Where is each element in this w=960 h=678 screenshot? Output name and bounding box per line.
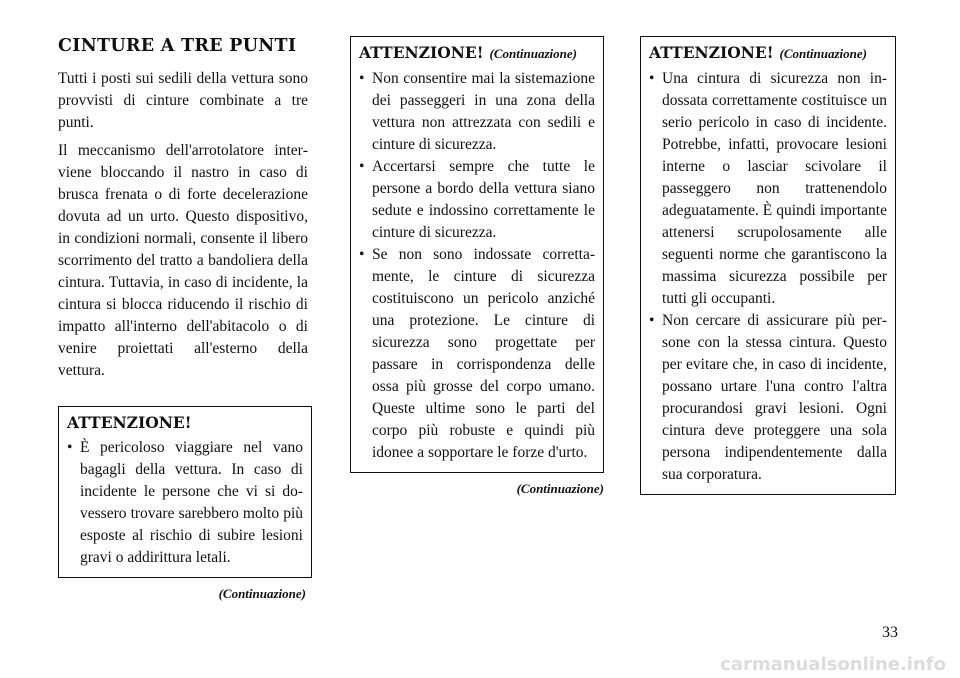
- warning-item: • Accertarsi sempre che tutte le persone a bordo della vettura siano sedute e indossino correttamente le cinture di sicurezza.: [359, 158, 595, 241]
- warning-title-suffix: (Continuazione): [489, 46, 577, 61]
- column-2: [350, 36, 604, 497]
- column-1: [58, 36, 308, 602]
- bullet-icon: •: [649, 312, 655, 329]
- bullet-icon: •: [359, 70, 365, 87]
- bullet-icon: •: [359, 158, 365, 175]
- watermark: carmanualsonline.info: [720, 654, 946, 675]
- column-3: [640, 36, 896, 495]
- warning-item: • Non cercare di assicurare più persone con la stessa cintura. Questo per evitare che, in caso di incidente, possano urtare l'una contro l'altra procurandosi gravi lesioni. Ogni cintura deve proteggere una sola persona indipendentemente dalla sua corporatura.: [649, 312, 887, 483]
- bullet-icon: •: [67, 439, 73, 456]
- bullet-icon: •: [359, 246, 365, 263]
- warning-item: • Se non sono indossate correttamente, le cinture di sicurezza costituiscono un pericolo anziché una protezione. Le cinture di sicurezza sono progettate per passare in corrispondenza delle ossa più grosse del corpo umano. Queste ultime sono le parti del corpo più robuste e quindi più idonee a sopportare le forze d'urto.: [359, 246, 595, 461]
- warning-title: [67, 413, 303, 433]
- warning-title-text: ATTENZIONE!: [649, 43, 774, 62]
- warning-item: • Una cintura di sicurezza non indossata correttamente costituisce un serio pericolo in caso di incidente. Potrebbe, infatti, provocare lesioni interne o lasciar scivolare il passeggero non trattenendolo adeguatamente. È quindi importante attenersi scrupolosamente alle seguenti norme che garantiscono la massima sicurezza possibile per tutti gli occupanti.: [649, 70, 887, 307]
- warning-box: [58, 406, 312, 578]
- warning-item: • Non consentire mai la sistemazione dei passeggeri in una zona della vettura non attrezzata con sedili e cinture di sicurezza.: [359, 70, 595, 153]
- retractor-paragraph: Il meccanismo dell'arrotolatore interviene bloccando il nastro in caso di brusca frenata o di forte decelerazione dovuta ad un urto. Questo dispositivo, in condizioni normali, consente il libero scorrimento del tratto a bandoliera della cintura. Tuttavia, in caso di incidente, la cintura si blocca riducendo il rischio di impatto all'interno dell'abitacolo o di venire proiettati all'esterno della vettura.: [58, 142, 308, 379]
- bullet-icon: •: [649, 70, 655, 87]
- warning-list: [649, 68, 887, 486]
- warning-item: • È pericoloso viaggiare nel vano bagagli della vettura. In caso di incidente le persone che vi si dovessero trovare sarebbero molto più esposte al rischio di subire lesioni gravi o addirittura letali.: [67, 439, 303, 566]
- warning-title-text: ATTENZIONE!: [359, 43, 484, 62]
- intro-paragraph: Tutti i posti sui sedili della vettura sono provvisti di cinture combinate a tre punti.: [58, 70, 308, 131]
- continuation-note: (Continuazione): [516, 481, 604, 496]
- section-title: CINTURE A TRE PUNTI: [58, 36, 297, 56]
- page-number: 33: [882, 624, 898, 641]
- warning-box-continued: [350, 36, 604, 473]
- warning-title: [359, 43, 595, 64]
- warning-title-text: ATTENZIONE!: [67, 413, 192, 432]
- warning-list: [359, 68, 595, 464]
- warning-title-suffix: (Continuazione): [779, 46, 867, 61]
- warning-box-continued: [640, 36, 896, 495]
- continuation-note: (Continuazione): [218, 586, 306, 601]
- warning-title: [649, 43, 887, 64]
- warning-list: [67, 437, 303, 569]
